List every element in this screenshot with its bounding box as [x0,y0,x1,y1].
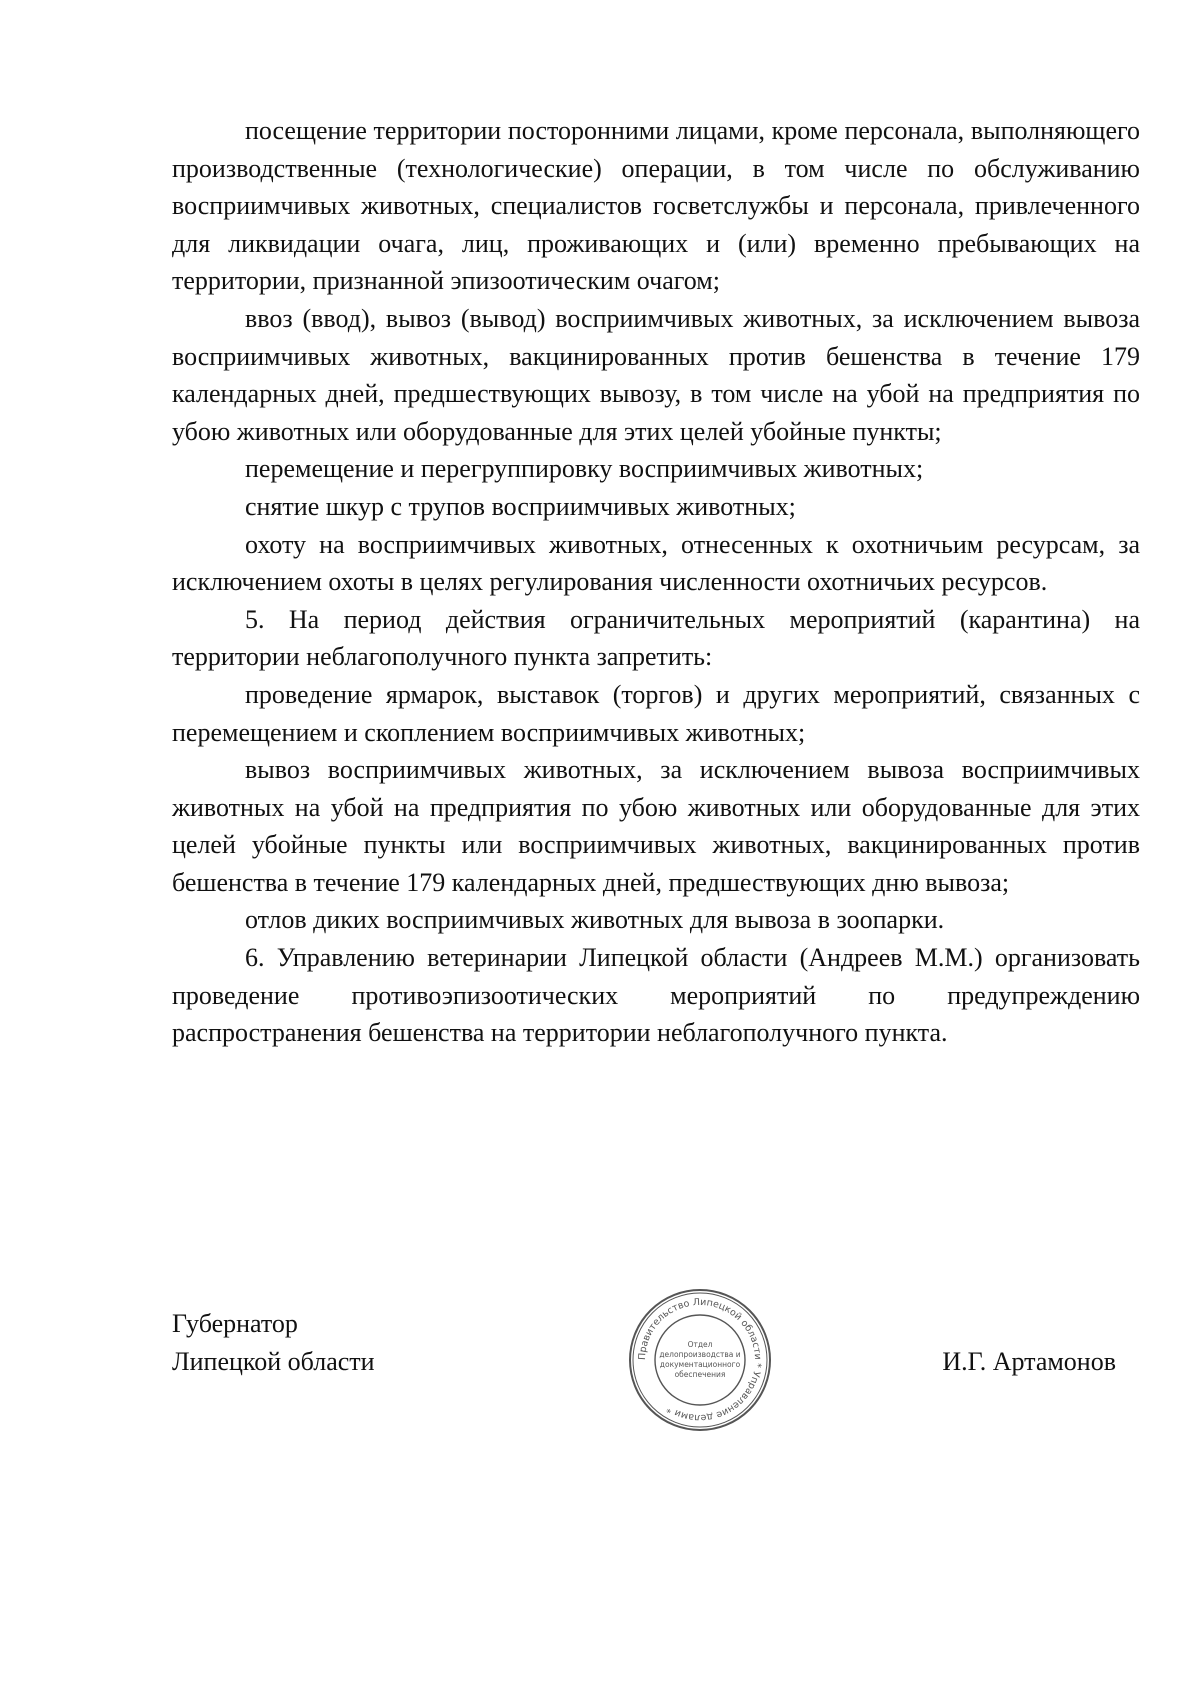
paragraph-regrouping-ban: перемещение и перегруппировку восприимчивых животных; [245,454,924,484]
paragraph-skinning-ban: снятие шкур с трупов восприимчивых животных; [245,491,796,521]
stamp-inner-line1: Отдел [687,1340,713,1349]
official-stamp [627,1287,773,1433]
paragraph-item-5: 5. На период действия ограничительных мероприятий (карантина) на территории неблагополучного пункта запретить: [172,604,1140,672]
signatory-name: И.Г. Артамонов [942,1346,1116,1376]
paragraph-item-6: 6. Управлению ветеринарии Липецкой области (Андреев М.М.) организовать проведение противоэпизоотических мероприятий по предупреждению распространения бешенства на территории неблагополучного пункта. [172,943,1140,1048]
stamp-seal-graphic [627,1287,773,1433]
paragraph-visitor-ban: посещение территории посторонними лицами, кроме персонала, выполняющего производственные (технологические) операции, в том числе по обслуживанию восприимчивых животных, специалистов госветслужбы и персонала, привлеченного для ликвидации очага, лиц, проживающих и (или) временно пребывающих на территории, признанной эпизоотическим очагом; [172,116,1140,296]
stamp-inner-line4: обеспечения [674,1370,726,1379]
document-body [172,112,1140,1052]
signatory-title-line1: Губернатор [172,1309,298,1338]
paragraph-removal-ban: вывоз восприимчивых животных, за исключением вывоза восприимчивых животных на убой на предприятия по убою животных или оборудованные для этих целей убойные пункты или восприимчивых животных, вакцинированных против бешенства в течение 179 календарных дней, предшествующих дню вывоза; [172,755,1140,897]
paragraph-capture-ban: отлов диких восприимчивых животных для вывоза в зоопарки. [245,905,945,935]
stamp-inner-line3: документационного [659,1360,741,1369]
paragraph-fairs-ban: проведение ярмарок, выставок (торгов) и других мероприятий, связанных с перемещением и скоплением восприимчивых животных; [172,679,1140,747]
signatory-title-line2: Липецкой области [172,1346,375,1376]
stamp-inner-line2: делопроизводства и [659,1350,741,1359]
stamp-outer-text: Правительство Липецкой области * Управление делами * [636,1296,764,1424]
signature-block [172,1296,1140,1475]
paragraph-import-export-ban: ввоз (ввод), вывоз (вывод) восприимчивых животных, за исключением вывоза восприимчивых животных, вакцинированных против бешенства в течение 179 календарных дней, предшествующих вывозу, в том числе на убой на предприятия по убою животных или оборудованные для этих целей убойные пункты; [172,303,1140,446]
paragraph-hunting-ban: охоту на восприимчивых животных, отнесенных к охотничьим ресурсам, за исключением охоты в целях регулирования численности охотничьих ресурсов. [172,529,1140,597]
signatory-title [172,1305,375,1380]
